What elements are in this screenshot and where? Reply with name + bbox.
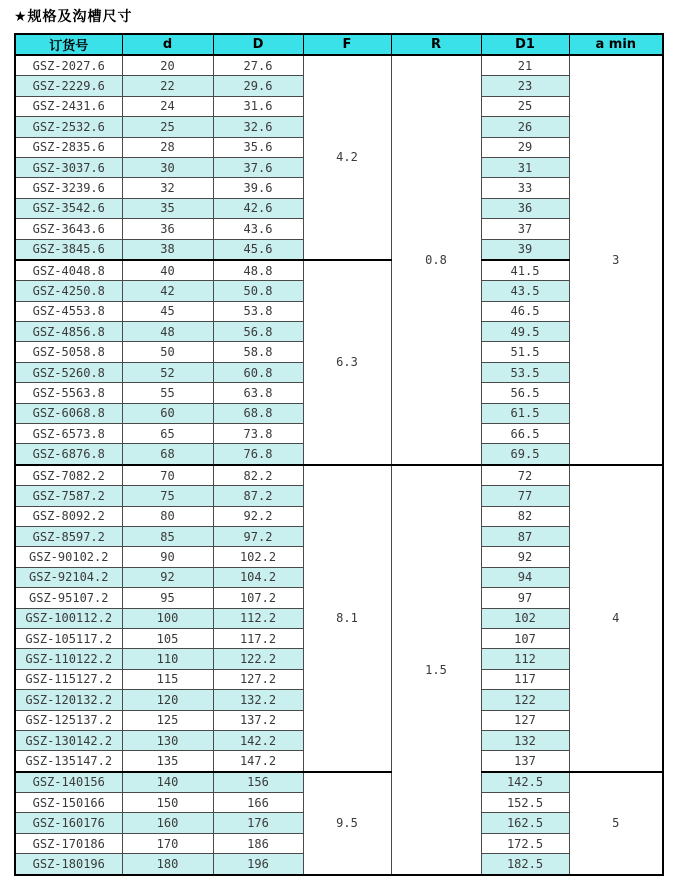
D1-cell: 92 bbox=[481, 547, 569, 567]
D-cell: 63.8 bbox=[213, 383, 303, 403]
D1-cell: 82 bbox=[481, 506, 569, 526]
d-cell: 42 bbox=[122, 281, 213, 301]
D-cell: 37.6 bbox=[213, 157, 303, 177]
D1-cell: 132 bbox=[481, 730, 569, 750]
order-cell: GSZ-2835.6 bbox=[15, 137, 122, 157]
D-cell: 60.8 bbox=[213, 362, 303, 382]
D-cell: 32.6 bbox=[213, 117, 303, 137]
order-cell: GSZ-8092.2 bbox=[15, 506, 122, 526]
order-cell: GSZ-130142.2 bbox=[15, 730, 122, 750]
D-cell: 104.2 bbox=[213, 567, 303, 587]
order-cell: GSZ-3542.6 bbox=[15, 198, 122, 218]
R-cell: 0.8 bbox=[391, 55, 481, 465]
D-cell: 186 bbox=[213, 833, 303, 853]
d-cell: 80 bbox=[122, 506, 213, 526]
order-cell: GSZ-3239.6 bbox=[15, 178, 122, 198]
D1-cell: 142.5 bbox=[481, 772, 569, 793]
d-cell: 100 bbox=[122, 608, 213, 628]
R-cell: 1.5 bbox=[391, 465, 481, 875]
table-row bbox=[15, 260, 663, 281]
order-cell: GSZ-7587.2 bbox=[15, 486, 122, 506]
d-cell: 20 bbox=[122, 55, 213, 76]
d-cell: 95 bbox=[122, 588, 213, 608]
d-cell: 90 bbox=[122, 547, 213, 567]
D-cell: 76.8 bbox=[213, 444, 303, 465]
D1-cell: 21 bbox=[481, 55, 569, 76]
D1-cell: 137 bbox=[481, 751, 569, 772]
D-cell: 50.8 bbox=[213, 281, 303, 301]
D1-cell: 162.5 bbox=[481, 813, 569, 833]
column-header-D1: D1 bbox=[481, 34, 569, 55]
D1-cell: 152.5 bbox=[481, 793, 569, 813]
a-min-cell: 5 bbox=[569, 772, 663, 875]
d-cell: 65 bbox=[122, 424, 213, 444]
D-cell: 53.8 bbox=[213, 301, 303, 321]
D1-cell: 122 bbox=[481, 690, 569, 710]
D1-cell: 97 bbox=[481, 588, 569, 608]
D1-cell: 112 bbox=[481, 649, 569, 669]
F-cell: 4.2 bbox=[303, 55, 391, 260]
order-cell: GSZ-90102.2 bbox=[15, 547, 122, 567]
d-cell: 75 bbox=[122, 486, 213, 506]
D-cell: 127.2 bbox=[213, 669, 303, 689]
D-cell: 137.2 bbox=[213, 710, 303, 730]
D-cell: 68.8 bbox=[213, 403, 303, 423]
table-row bbox=[15, 465, 663, 486]
order-cell: GSZ-95107.2 bbox=[15, 588, 122, 608]
order-cell: GSZ-7082.2 bbox=[15, 465, 122, 486]
table-row bbox=[15, 772, 663, 793]
order-cell: GSZ-100112.2 bbox=[15, 608, 122, 628]
order-cell: GSZ-92104.2 bbox=[15, 567, 122, 587]
d-cell: 170 bbox=[122, 833, 213, 853]
d-cell: 40 bbox=[122, 260, 213, 281]
D-cell: 102.2 bbox=[213, 547, 303, 567]
order-cell: GSZ-6068.8 bbox=[15, 403, 122, 423]
order-cell: GSZ-2532.6 bbox=[15, 117, 122, 137]
d-cell: 150 bbox=[122, 793, 213, 813]
order-cell: GSZ-3643.6 bbox=[15, 219, 122, 239]
d-cell: 48 bbox=[122, 322, 213, 342]
D1-cell: 36 bbox=[481, 198, 569, 218]
d-cell: 24 bbox=[122, 96, 213, 116]
header-row bbox=[15, 34, 663, 55]
d-cell: 32 bbox=[122, 178, 213, 198]
F-cell: 9.5 bbox=[303, 772, 391, 875]
D1-cell: 182.5 bbox=[481, 854, 569, 875]
D-cell: 142.2 bbox=[213, 730, 303, 750]
D1-cell: 46.5 bbox=[481, 301, 569, 321]
order-cell: GSZ-8597.2 bbox=[15, 526, 122, 546]
d-cell: 120 bbox=[122, 690, 213, 710]
d-cell: 45 bbox=[122, 301, 213, 321]
d-cell: 130 bbox=[122, 730, 213, 750]
order-cell: GSZ-2229.6 bbox=[15, 76, 122, 96]
D1-cell: 172.5 bbox=[481, 833, 569, 853]
d-cell: 160 bbox=[122, 813, 213, 833]
D1-cell: 77 bbox=[481, 486, 569, 506]
order-cell: GSZ-6573.8 bbox=[15, 424, 122, 444]
order-cell: GSZ-5058.8 bbox=[15, 342, 122, 362]
D-cell: 92.2 bbox=[213, 506, 303, 526]
a-min-cell: 4 bbox=[569, 465, 663, 772]
D-cell: 176 bbox=[213, 813, 303, 833]
D1-cell: 87 bbox=[481, 526, 569, 546]
column-header-F: F bbox=[303, 34, 391, 55]
D1-cell: 102 bbox=[481, 608, 569, 628]
D1-cell: 31 bbox=[481, 157, 569, 177]
D1-cell: 33 bbox=[481, 178, 569, 198]
D-cell: 27.6 bbox=[213, 55, 303, 76]
d-cell: 105 bbox=[122, 628, 213, 648]
D-cell: 112.2 bbox=[213, 608, 303, 628]
D1-cell: 69.5 bbox=[481, 444, 569, 465]
D-cell: 97.2 bbox=[213, 526, 303, 546]
order-cell: GSZ-135147.2 bbox=[15, 751, 122, 772]
order-cell: GSZ-4250.8 bbox=[15, 281, 122, 301]
order-cell: GSZ-140156 bbox=[15, 772, 122, 793]
order-cell: GSZ-170186 bbox=[15, 833, 122, 853]
d-cell: 52 bbox=[122, 362, 213, 382]
D1-cell: 117 bbox=[481, 669, 569, 689]
D-cell: 122.2 bbox=[213, 649, 303, 669]
D1-cell: 61.5 bbox=[481, 403, 569, 423]
D-cell: 107.2 bbox=[213, 588, 303, 608]
D1-cell: 107 bbox=[481, 628, 569, 648]
D-cell: 48.8 bbox=[213, 260, 303, 281]
d-cell: 180 bbox=[122, 854, 213, 875]
order-cell: GSZ-6876.8 bbox=[15, 444, 122, 465]
order-cell: GSZ-4856.8 bbox=[15, 322, 122, 342]
D-cell: 58.8 bbox=[213, 342, 303, 362]
d-cell: 25 bbox=[122, 117, 213, 137]
d-cell: 85 bbox=[122, 526, 213, 546]
column-header-a_min: a min bbox=[569, 34, 663, 55]
D-cell: 73.8 bbox=[213, 424, 303, 444]
order-cell: GSZ-110122.2 bbox=[15, 649, 122, 669]
D1-cell: 41.5 bbox=[481, 260, 569, 281]
d-cell: 36 bbox=[122, 219, 213, 239]
D-cell: 87.2 bbox=[213, 486, 303, 506]
d-cell: 135 bbox=[122, 751, 213, 772]
table-row bbox=[15, 55, 663, 76]
order-cell: GSZ-105117.2 bbox=[15, 628, 122, 648]
d-cell: 38 bbox=[122, 239, 213, 260]
D1-cell: 72 bbox=[481, 465, 569, 486]
D-cell: 31.6 bbox=[213, 96, 303, 116]
D-cell: 147.2 bbox=[213, 751, 303, 772]
page-title: ★规格及沟槽尺寸 bbox=[14, 9, 133, 25]
D1-cell: 29 bbox=[481, 137, 569, 157]
D-cell: 132.2 bbox=[213, 690, 303, 710]
D1-cell: 94 bbox=[481, 567, 569, 587]
F-cell: 6.3 bbox=[303, 260, 391, 465]
order-cell: GSZ-5260.8 bbox=[15, 362, 122, 382]
order-cell: GSZ-125137.2 bbox=[15, 710, 122, 730]
order-cell: GSZ-2027.6 bbox=[15, 55, 122, 76]
d-cell: 68 bbox=[122, 444, 213, 465]
order-cell: GSZ-120132.2 bbox=[15, 690, 122, 710]
D-cell: 117.2 bbox=[213, 628, 303, 648]
D1-cell: 26 bbox=[481, 117, 569, 137]
order-cell: GSZ-4553.8 bbox=[15, 301, 122, 321]
spec-table bbox=[14, 33, 664, 876]
order-cell: GSZ-5563.8 bbox=[15, 383, 122, 403]
column-header-R: R bbox=[391, 34, 481, 55]
D1-cell: 51.5 bbox=[481, 342, 569, 362]
order-cell: GSZ-2431.6 bbox=[15, 96, 122, 116]
D-cell: 35.6 bbox=[213, 137, 303, 157]
order-cell: GSZ-4048.8 bbox=[15, 260, 122, 281]
d-cell: 60 bbox=[122, 403, 213, 423]
D-cell: 39.6 bbox=[213, 178, 303, 198]
column-header-d: d bbox=[122, 34, 213, 55]
D1-cell: 37 bbox=[481, 219, 569, 239]
order-cell: GSZ-180196 bbox=[15, 854, 122, 875]
D1-cell: 49.5 bbox=[481, 322, 569, 342]
order-cell: GSZ-150166 bbox=[15, 793, 122, 813]
a-min-cell: 3 bbox=[569, 55, 663, 465]
order-cell: GSZ-115127.2 bbox=[15, 669, 122, 689]
d-cell: 125 bbox=[122, 710, 213, 730]
d-cell: 28 bbox=[122, 137, 213, 157]
D1-cell: 127 bbox=[481, 710, 569, 730]
spec-table-body bbox=[15, 55, 663, 875]
d-cell: 92 bbox=[122, 567, 213, 587]
order-cell: GSZ-160176 bbox=[15, 813, 122, 833]
D1-cell: 25 bbox=[481, 96, 569, 116]
d-cell: 30 bbox=[122, 157, 213, 177]
column-header-order: 订货号 bbox=[15, 34, 122, 55]
d-cell: 70 bbox=[122, 465, 213, 486]
d-cell: 110 bbox=[122, 649, 213, 669]
column-header-D: D bbox=[213, 34, 303, 55]
D-cell: 56.8 bbox=[213, 322, 303, 342]
F-cell: 8.1 bbox=[303, 465, 391, 772]
d-cell: 55 bbox=[122, 383, 213, 403]
D-cell: 43.6 bbox=[213, 219, 303, 239]
D-cell: 82.2 bbox=[213, 465, 303, 486]
D1-cell: 53.5 bbox=[481, 362, 569, 382]
D1-cell: 66.5 bbox=[481, 424, 569, 444]
D-cell: 42.6 bbox=[213, 198, 303, 218]
D1-cell: 43.5 bbox=[481, 281, 569, 301]
D1-cell: 56.5 bbox=[481, 383, 569, 403]
order-cell: GSZ-3845.6 bbox=[15, 239, 122, 260]
D-cell: 45.6 bbox=[213, 239, 303, 260]
D-cell: 196 bbox=[213, 854, 303, 875]
D1-cell: 39 bbox=[481, 239, 569, 260]
d-cell: 115 bbox=[122, 669, 213, 689]
order-cell: GSZ-3037.6 bbox=[15, 157, 122, 177]
d-cell: 22 bbox=[122, 76, 213, 96]
D-cell: 166 bbox=[213, 793, 303, 813]
D-cell: 29.6 bbox=[213, 76, 303, 96]
D1-cell: 23 bbox=[481, 76, 569, 96]
d-cell: 50 bbox=[122, 342, 213, 362]
d-cell: 140 bbox=[122, 772, 213, 793]
d-cell: 35 bbox=[122, 198, 213, 218]
D-cell: 156 bbox=[213, 772, 303, 793]
